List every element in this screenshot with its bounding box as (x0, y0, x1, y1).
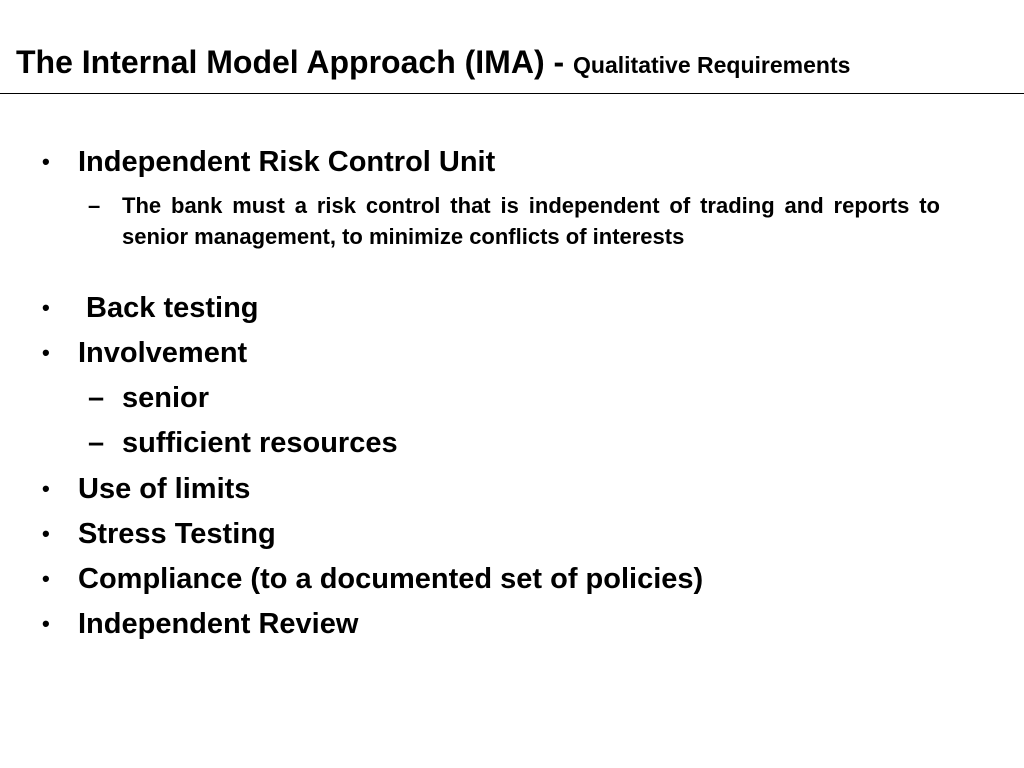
slide-title-main: The Internal Model Approach (IMA) - (16, 44, 574, 80)
bullet-text: Compliance (to a documented set of policies) (78, 563, 704, 595)
title-divider (0, 93, 1024, 94)
sub-item-text: senior (122, 382, 210, 414)
dash-icon: – (88, 382, 105, 414)
bullet-text: Use of limits (78, 473, 251, 505)
dash-icon: – (88, 427, 105, 459)
dash-icon: – (88, 193, 101, 218)
slide-title (16, 46, 850, 78)
sub-item-text: sufficient resources (122, 427, 398, 459)
bullet-text: Independent Review (78, 608, 359, 640)
bullet-icon: • (42, 521, 50, 546)
bullet-icon: • (42, 566, 50, 591)
sub-item-text: The bank must a risk control that is independent of trading and reports to senior management, to minimize conflicts of interests (122, 193, 940, 249)
bullet-icon: • (42, 611, 50, 636)
bullet-icon: • (42, 295, 50, 320)
bullet-text: Independent Risk Control Unit (78, 146, 496, 178)
bullet-text: Stress Testing (78, 518, 276, 550)
slide-title-sub: Qualitative Requirements (573, 52, 851, 78)
bullet-text: Involvement (78, 337, 248, 369)
sub-item-risk-control-detail (88, 190, 940, 252)
bullet-icon: • (42, 340, 50, 365)
bullet-icon: • (42, 476, 50, 501)
bullet-icon: • (42, 149, 50, 174)
bullet-text: Back testing (78, 292, 259, 324)
